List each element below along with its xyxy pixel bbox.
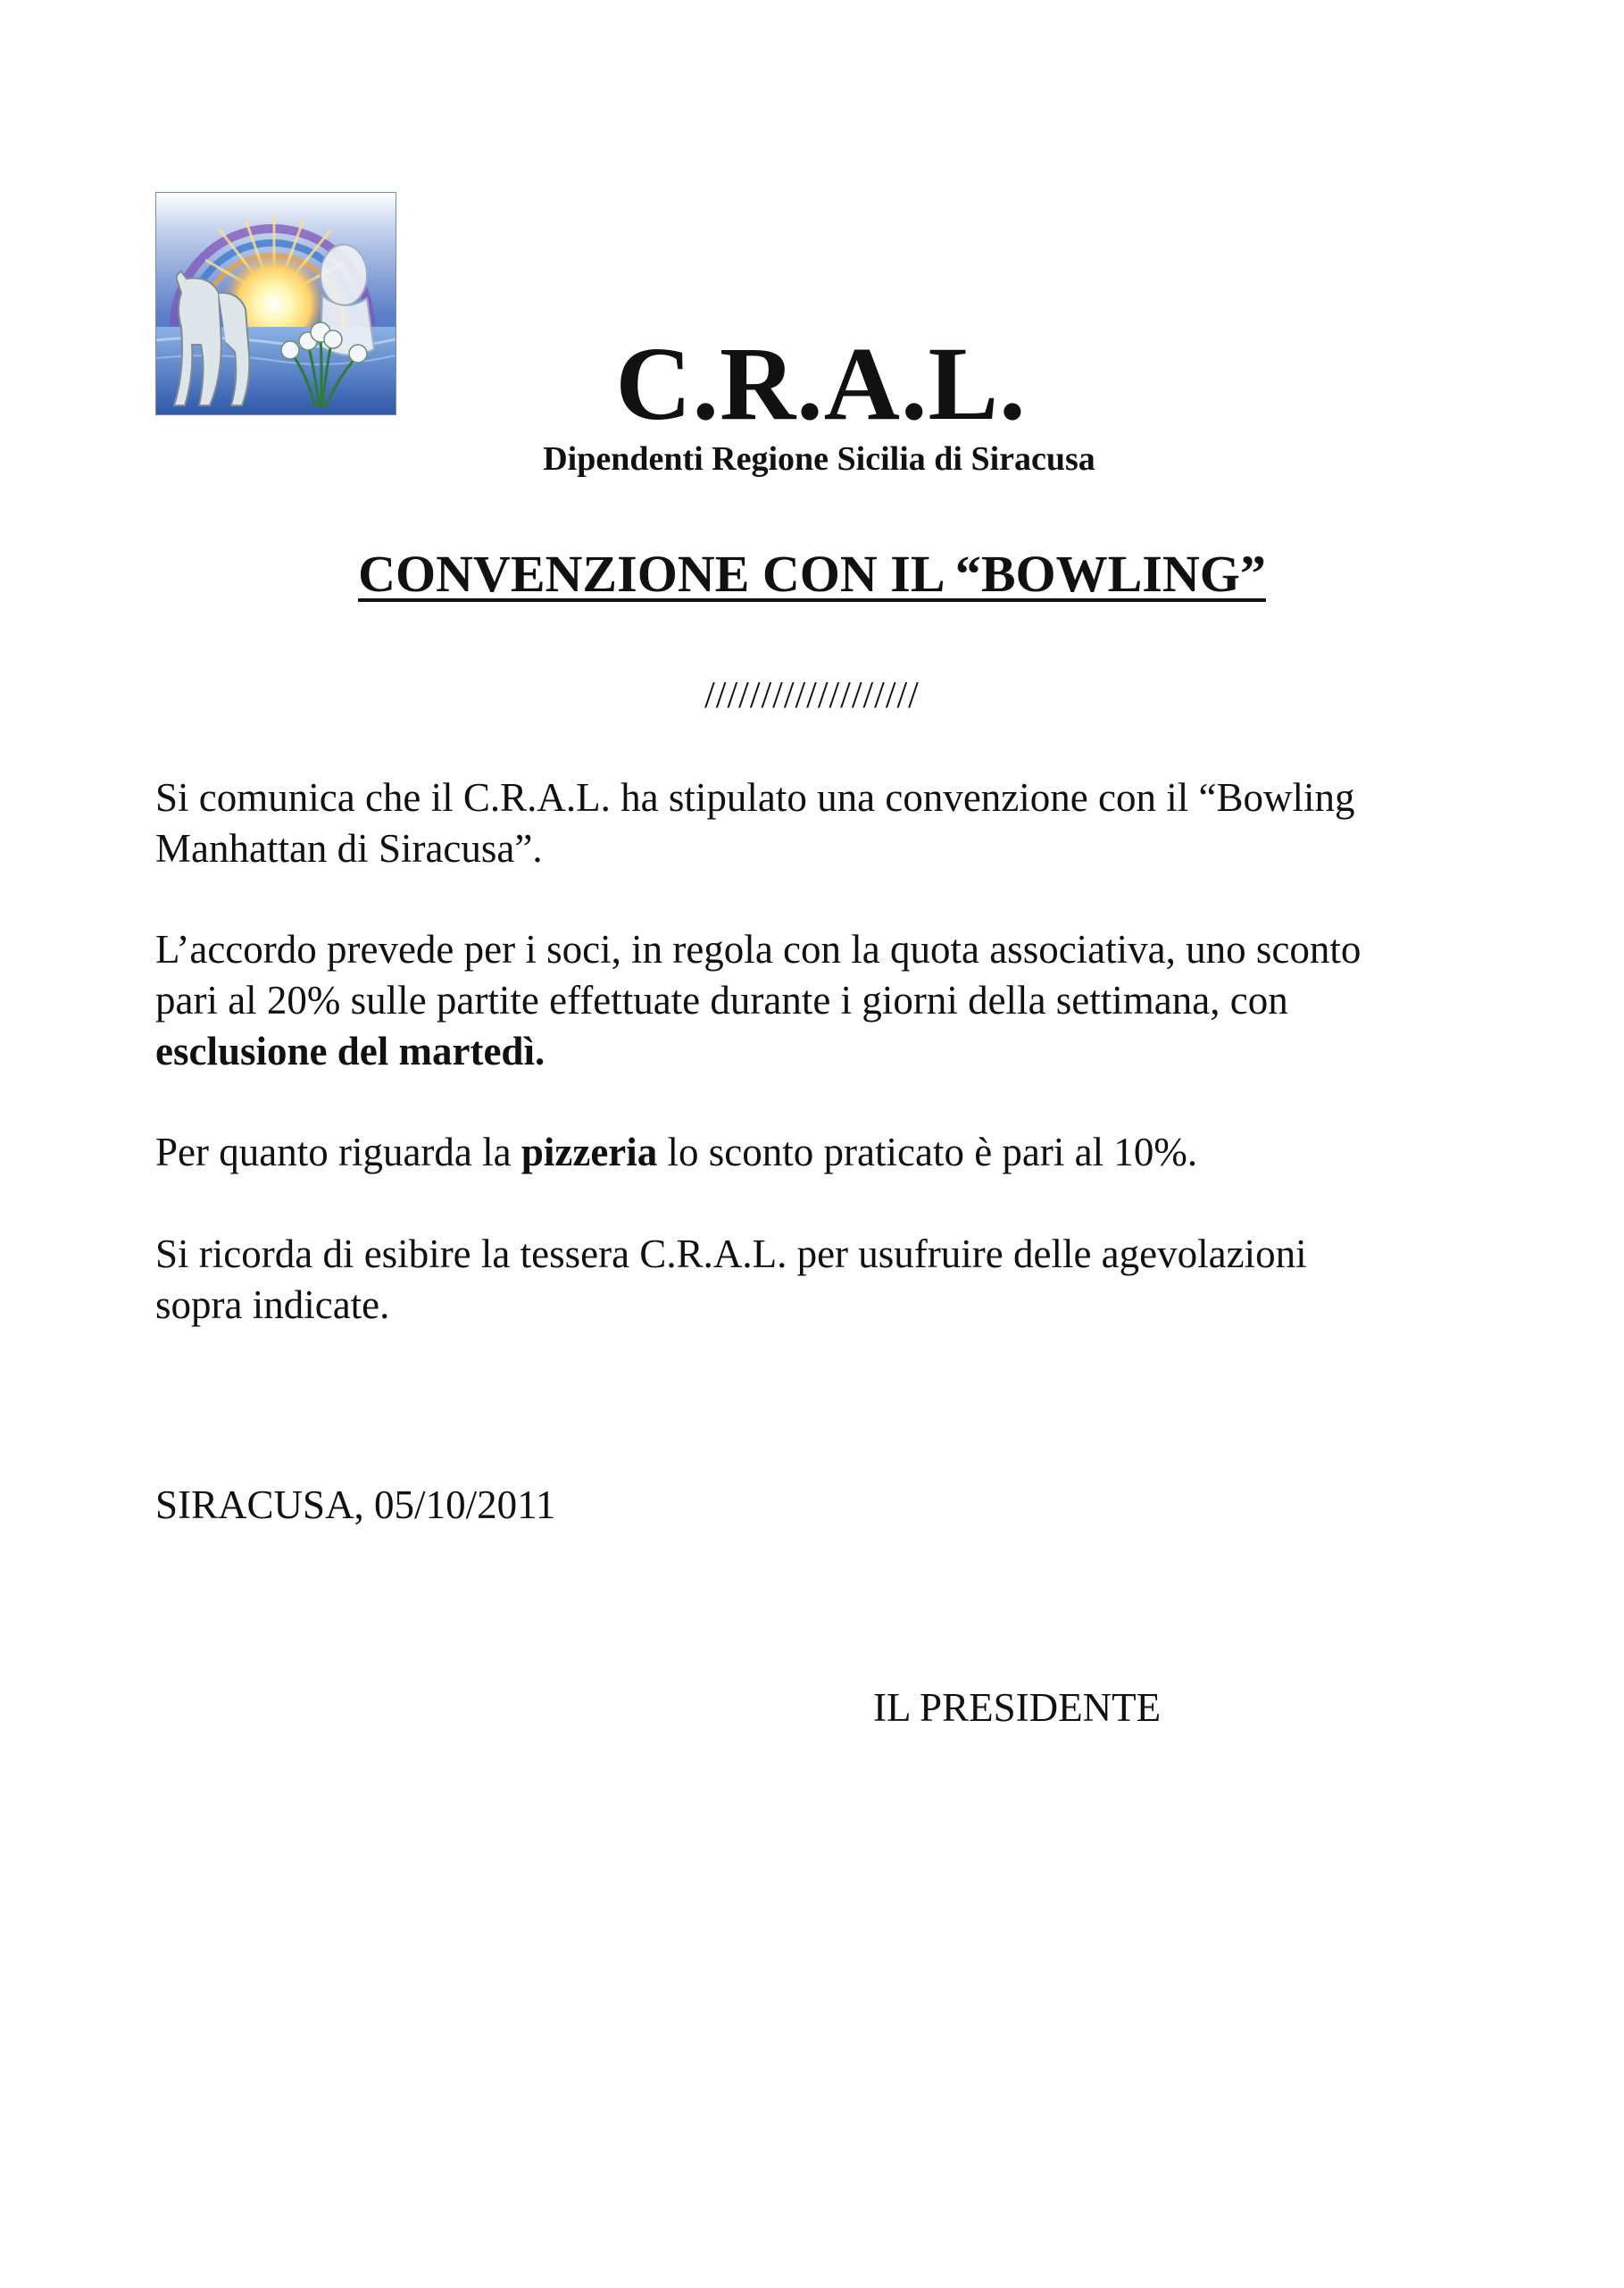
separator-line: /////////////////// [704, 675, 920, 716]
paragraph-line: sopra indicate. [155, 1282, 390, 1327]
paragraph-pizzeria [155, 1127, 1495, 1178]
paragraph-bold-line: esclusione del martedì. [155, 1029, 545, 1073]
paragraph-line: L’accordo prevede per i soci, in regola con la quota associativa, uno sconto [155, 927, 1362, 972]
paragraph-announcement [155, 772, 1495, 874]
paragraph-reminder [155, 1229, 1495, 1331]
text-segment: lo sconto praticato è pari al 10%. [657, 1130, 1198, 1174]
document-title: CONVENZIONE CON IL “BOWLING” [358, 545, 1266, 603]
text-segment: Per quanto riguarda la [155, 1130, 521, 1174]
text-bold-segment: pizzeria [521, 1130, 658, 1174]
signature-label: IL PRESIDENTE [873, 1685, 1162, 1730]
paragraph-line: Manhattan di Siracusa”. [155, 826, 543, 871]
paragraph-line: pari al 20% sulle partite effettuate durante i giorni della settimana, con [155, 978, 1288, 1023]
paragraph-line: Si ricorda di esibire la tessera C.R.A.L. per usufruire delle agevolazioni [155, 1232, 1307, 1276]
date-line: SIRACUSA, 05/10/2011 [155, 1482, 556, 1527]
paragraph-agreement [155, 924, 1495, 1077]
paragraph-line: Si comunica che il C.R.A.L. ha stipulato una convenzione con il “Bowling [155, 775, 1355, 820]
org-subtitle: Dipendenti Regione Sicilia di Siracusa [543, 440, 1095, 478]
org-name: C.R.A.L. [615, 325, 1027, 442]
